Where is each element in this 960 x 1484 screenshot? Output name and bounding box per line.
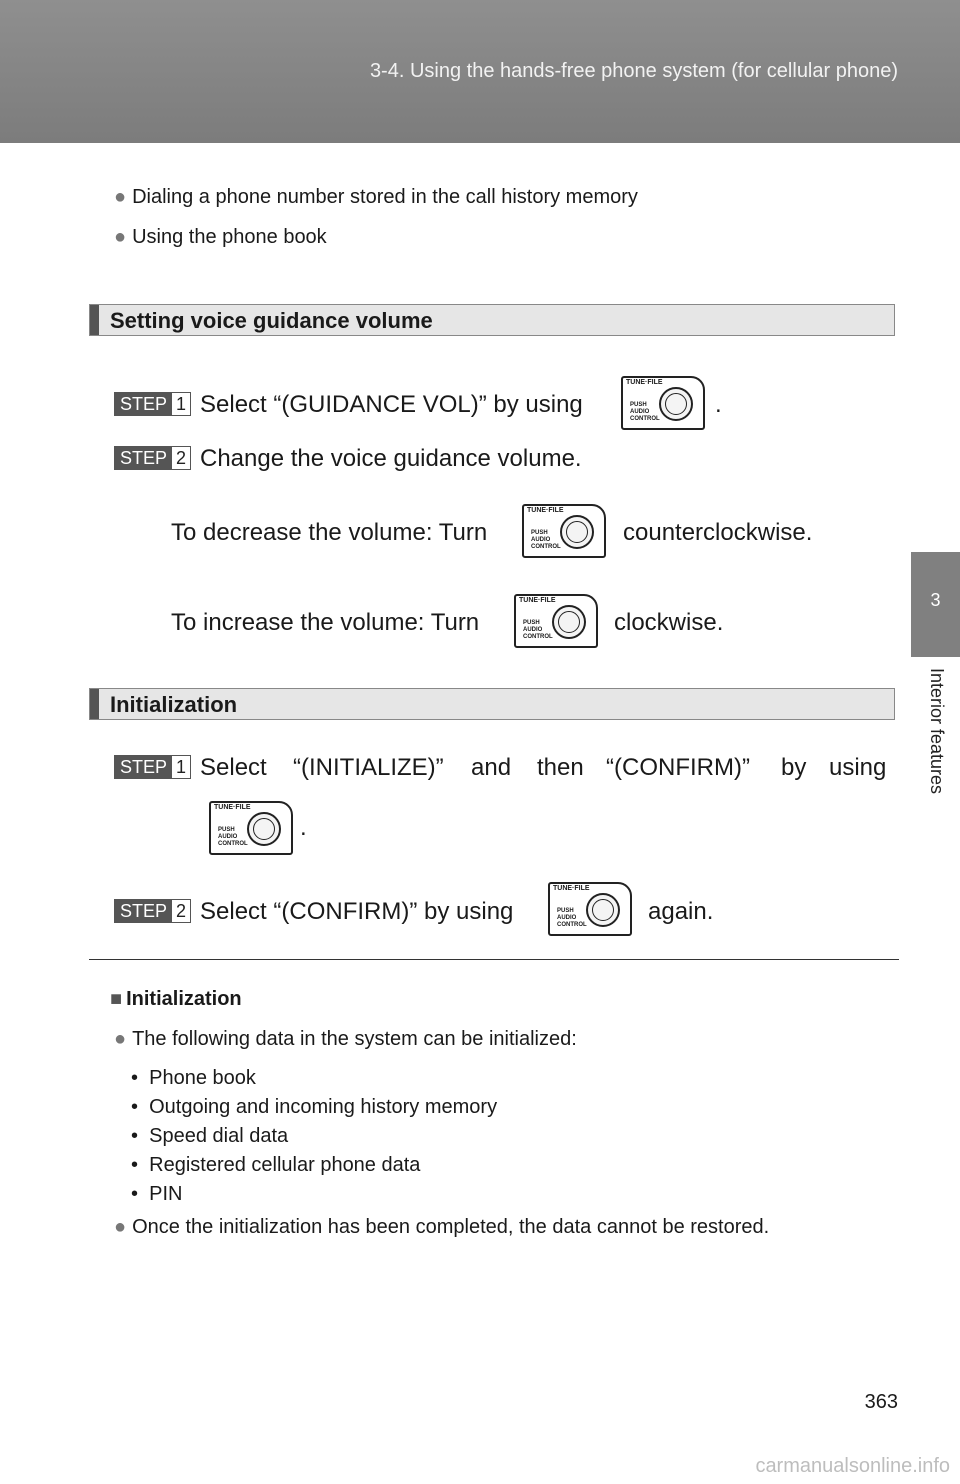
step-badge: STEP 1 (114, 755, 191, 779)
bullet-item: ● The following data in the system can be initialized: (114, 1028, 577, 1050)
bullet-item: ● Once the initialization has been completed, the data cannot be restored. (114, 1216, 770, 1238)
instruction-text: To increase the volume: Turn (171, 609, 480, 636)
step-text: Change the voice guidance volume. (200, 445, 582, 472)
bullet-icon: ● (114, 1028, 127, 1050)
step-badge: STEP 2 (114, 446, 191, 470)
list-item: • Registered cellular phone data (131, 1154, 421, 1176)
page-header (0, 0, 960, 143)
instruction-text: To decrease the volume: Turn (171, 519, 488, 546)
tune-file-knob-icon: TUNE·FILE PUSH AUDIO CONTROL (522, 504, 606, 558)
chapter-label: Interior features (927, 668, 947, 795)
note-title: ■ Initialization (110, 988, 242, 1010)
divider (89, 959, 899, 960)
chapter-label-wrap (911, 668, 960, 828)
tune-file-knob-icon: TUNE·FILE PUSH AUDIO CONTROL (209, 801, 293, 855)
bullet-item: ● Dialing a phone number stored in the call history memory (114, 186, 638, 208)
tune-file-knob-icon: TUNE·FILE PUSH AUDIO CONTROL (514, 594, 598, 648)
list-item: • Phone book (131, 1067, 256, 1089)
chapter-tab (911, 552, 960, 657)
step-text: Select “(CONFIRM)” by using (200, 898, 514, 925)
bullet-item: ● Using the phone book (114, 226, 327, 248)
list-item: • Speed dial data (131, 1125, 289, 1147)
chapter-number: 3 (930, 590, 941, 610)
list-item: • Outgoing and incoming history memory (131, 1096, 498, 1118)
section-header-initialization (89, 688, 895, 720)
watermark: carmanualsonline.info (755, 1455, 950, 1477)
section-header-volume (89, 304, 895, 336)
step-badge: STEP 1 (114, 392, 191, 416)
step-badge: STEP 2 (114, 899, 191, 923)
tune-file-knob-icon: TUNE·FILE PUSH AUDIO CONTROL (548, 882, 632, 936)
header-title: 3-4. Using the hands-free phone system (for cellular phone) (369, 60, 898, 82)
list-item: • PIN (131, 1183, 183, 1205)
square-bullet-icon: ■ (110, 988, 123, 1010)
step-text: Select “(GUIDANCE VOL)” by using (200, 391, 583, 418)
tune-file-knob-icon: TUNE·FILE PUSH AUDIO CONTROL (621, 376, 705, 430)
section-title: Setting voice guidance volume (110, 308, 433, 333)
page-number: 363 (864, 1391, 898, 1413)
bullet-icon: ● (114, 226, 127, 248)
bullet-icon: ● (114, 186, 127, 208)
bullet-icon: ● (114, 1216, 127, 1238)
section-title: Initialization (110, 692, 238, 717)
